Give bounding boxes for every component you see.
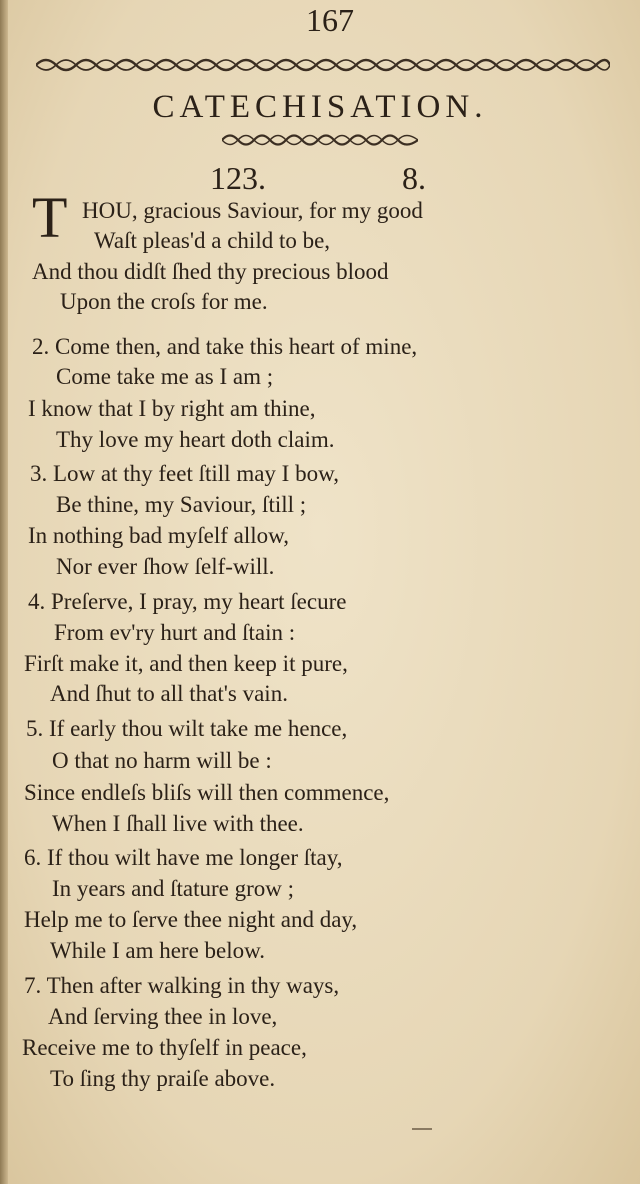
verse-line: Thy love my heart doth claim. — [56, 427, 335, 452]
title-ornament — [222, 130, 418, 150]
verse-line: Come take me as I am ; — [56, 364, 274, 389]
verse-line: To ſing thy praiſe above. — [50, 1066, 276, 1091]
verse-line: Upon the croſs for me. — [60, 289, 268, 314]
verse-line: O that no harm will be : — [52, 748, 272, 773]
verse-line: Receive me to thyſelf in peace, — [22, 1035, 307, 1060]
verse-line: When I ſhall live with thee. — [52, 811, 304, 836]
verse-line: 2. Come then, and take this heart of mine, — [32, 334, 418, 359]
verse-line: I know that I by right am thine, — [28, 396, 316, 421]
verse-line: Waſt pleas'd a child to be, — [94, 228, 331, 253]
verse-line: In nothing bad myſelf allow, — [28, 523, 290, 548]
verse-line: 4. Preſerve, I pray, my heart ſecure — [28, 589, 347, 614]
verse-line: 3. Low at thy feet ſtill may I bow, — [30, 461, 339, 486]
verse-line: Help me to ſerve thee night and day, — [24, 907, 358, 932]
hymn-number: 123. — [210, 160, 266, 196]
verse-line: And thou didſt ſhed thy precious blood — [32, 259, 389, 284]
verse-line: 7. Then after walking in thy ways, — [24, 973, 340, 998]
verse-line: Be thine, my Saviour, ſtill ; — [56, 492, 307, 517]
verse-line: And ſerving thee in love, — [48, 1004, 278, 1029]
section-title: CATECHISATION. — [152, 89, 488, 125]
verse-line: 6. If thou wilt have me longer ſtay, — [24, 845, 343, 870]
hymn-meter: 8. — [402, 160, 426, 196]
top-ornament-band — [36, 52, 610, 78]
verse-line: And ſhut to all that's vain. — [50, 681, 288, 706]
foot-mark — [412, 1128, 432, 1130]
page-edge — [0, 0, 8, 1184]
verse-line: Nor ever ſhow ſelf-will. — [56, 554, 275, 579]
page-number: 167 — [306, 2, 354, 38]
verse-line: Since endleſs bliſs will then commence, — [24, 780, 390, 805]
verse-line: Firſt make it, and then keep it pure, — [24, 651, 348, 676]
verse-line: HOU, gracious Saviour, for my good — [82, 198, 423, 223]
verse-line: While I am here below. — [50, 938, 265, 963]
verse-line: From ev'ry hurt and ſtain : — [54, 620, 296, 645]
verse-line: 5. If early thou wilt take me hence, — [26, 716, 348, 741]
drop-cap: T — [32, 185, 68, 250]
verse-line: In years and ſtature grow ; — [52, 876, 295, 901]
